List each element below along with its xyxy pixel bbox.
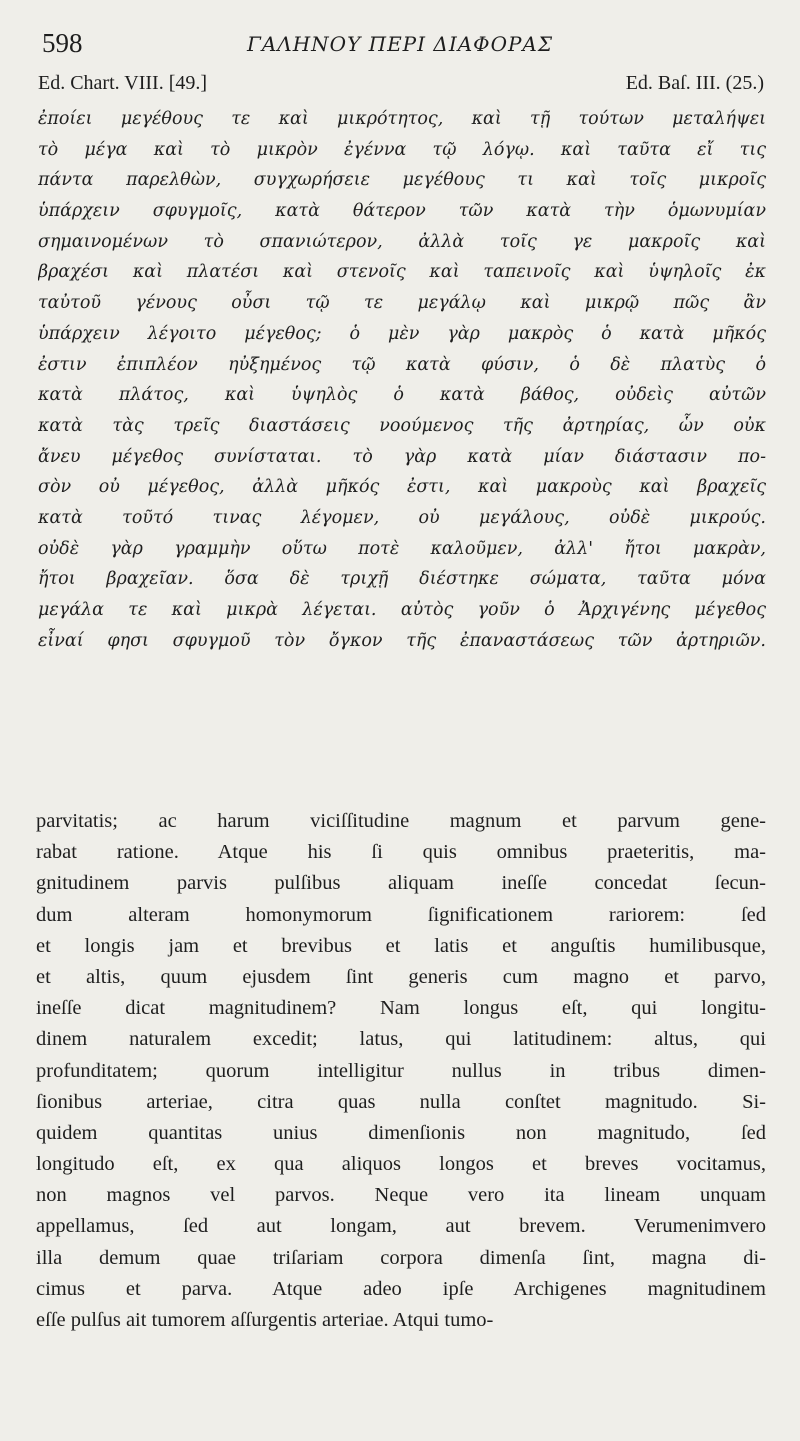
latin-translation-block: [36, 806, 766, 1336]
latin-text-line: illa demum quae triſariam corpora dimenſa ſint, magna di-: [36, 1246, 766, 1269]
latin-text-line: et altis, quum ejusdem ſint generis cum magno et parvo,: [36, 965, 766, 988]
greek-text-line: ὑπάρχειν λέγοιτο μέγεθος; ὁ μὲν γὰρ μακρὸς ὁ κατὰ μῆκός: [38, 323, 766, 344]
greek-text-block: [38, 104, 766, 656]
latin-text-line: et longis jam et brevibus et latis et anguſtis humilibusque,: [36, 934, 766, 957]
latin-text-line: quidem quantitas unius dimenſionis non magnitudo, ſed: [36, 1121, 766, 1144]
greek-text-line: ἄνευ μέγεθος συνίσταται. τὸ γὰρ κατὰ μίαν διάστασιν πο-: [38, 446, 766, 467]
running-title: ΓΑΛΗΝΟΥ ΠΕΡΙ ΔΙΑΦΟΡΑΣ: [246, 32, 554, 56]
latin-text-line: dum alteram homonymorum ſignificationem rariorem: ſed: [36, 903, 766, 926]
greek-text-line: ταὐτοῦ γένους οὖσι τῷ τε μεγάλῳ καὶ μικρῷ πῶς ἂν: [38, 293, 766, 314]
greek-text-line: σημαινομένων τὸ σπανιώτερον, ἀλλὰ τοῖς γε μακροῖς καὶ: [38, 231, 766, 252]
latin-text-line: eſſe pulſus ait tumorem aſſurgentis arteriae. Atqui tumo-: [36, 1309, 494, 1331]
edition-chartier-reference: Ed. Chart. VIII. [49.]: [38, 72, 208, 94]
greek-text-line: ἐστιν ἐπιπλέον ηὐξημένος τῷ κατὰ φύσιν, ὁ δὲ πλατὺς ὁ: [38, 354, 766, 375]
latin-text-line: parvitatis; ac harum viciſſitudine magnum et parvum gene-: [36, 810, 766, 832]
greek-text-line: πάντα παρελθὼν, συγχωρήσειε μεγέθους τι καὶ τοῖς μικροῖς: [38, 170, 766, 191]
latin-text-line: ineſſe dicat magnitudinem? Nam longus eſt, qui longitu-: [36, 997, 766, 1020]
greek-text-line: οὐδὲ γὰρ γραμμὴν οὕτω ποτὲ καλοῦμεν, ἀλλ' ἤτοι μακρὰν,: [38, 538, 766, 559]
latin-text-line: gnitudinem parvis pulſibus aliquam ineſſe concedat ſecun-: [36, 872, 766, 895]
greek-text-line: ὑπάρχειν σφυγμοῖς, κατὰ θάτερον τῶν κατὰ τὴν ὁμωνυμίαν: [38, 201, 766, 222]
latin-text-line: dinem naturalem excedit; latus, qui latitudinem: altus, qui: [36, 1028, 766, 1051]
latin-text-line: profunditatem; quorum intelligitur nullus in tribus dimen-: [36, 1059, 766, 1082]
latin-text-line: longitudo eſt, ex qua aliquos longos et breves vocitamus,: [36, 1153, 766, 1176]
latin-text-line: ſionibus arteriae, citra quas nulla conſtet magnitudo. Si-: [36, 1090, 766, 1113]
greek-text-line: μεγάλα τε καὶ μικρὰ λέγεται. αὐτὸς γοῦν ὁ Ἀρχιγένης μέγεθος: [38, 600, 766, 620]
greek-text-line: εἶναί φησι σφυγμοῦ τὸν ὄγκον τῆς ἐπαναστάσεως τῶν ἀρτηριῶν.: [38, 630, 766, 651]
latin-text-line: non magnos vel parvos. Neque vero ita lineam unquam: [36, 1184, 766, 1207]
greek-text-line: βραχέσι καὶ πλατέσι καὶ στενοῖς καὶ ταπεινοῖς καὶ ὑψηλοῖς ἐκ: [38, 262, 766, 283]
greek-text-line: σὸν οὐ μέγεθος, ἀλλὰ μῆκός ἐστι, καὶ μακροὺς καὶ βραχεῖς: [38, 477, 766, 498]
greek-text-line: κατὰ πλάτος, καὶ ὑψηλὸς ὁ κατὰ βάθος, οὐδεὶς αὐτῶν: [38, 385, 766, 406]
latin-text-line: cimus et parva. Atque adeo ipſe Archigenes magnitudinem: [36, 1277, 766, 1300]
greek-text-line: ἐποίει μεγέθους τε καὶ μικρότητος, καὶ τῇ τούτων μεταλήψει: [38, 109, 766, 129]
latin-text-line: appellamus, ſed aut longam, aut brevem. Verumenimvero: [36, 1215, 766, 1238]
edition-basel-reference: Ed. Baſ. III. (25.): [625, 72, 764, 94]
running-head: [38, 26, 762, 66]
latin-text-line: rabat ratione. Atque his ſi quis omnibus praeteritis, ma-: [36, 841, 766, 864]
page-number: 598: [42, 28, 83, 58]
greek-text-line: κατὰ τὰς τρεῖς διαστάσεις νοούμενος τῆς ἀρτηρίας, ὧν οὐκ: [38, 415, 766, 436]
greek-text-line: κατὰ τοῦτό τινας λέγομεν, οὐ μεγάλους, οὐδὲ μικρούς.: [38, 507, 766, 528]
edition-reference-line: [38, 72, 764, 100]
greek-text-line: ἤτοι βραχεῖαν. ὅσα δὲ τριχῇ διέστηκε σώματα, ταῦτα μόνα: [38, 569, 766, 590]
greek-text-line: τὸ μέγα καὶ τὸ μικρὸν ἐγέννα τῷ λόγῳ. καὶ ταῦτα εἴ τις: [38, 139, 766, 160]
